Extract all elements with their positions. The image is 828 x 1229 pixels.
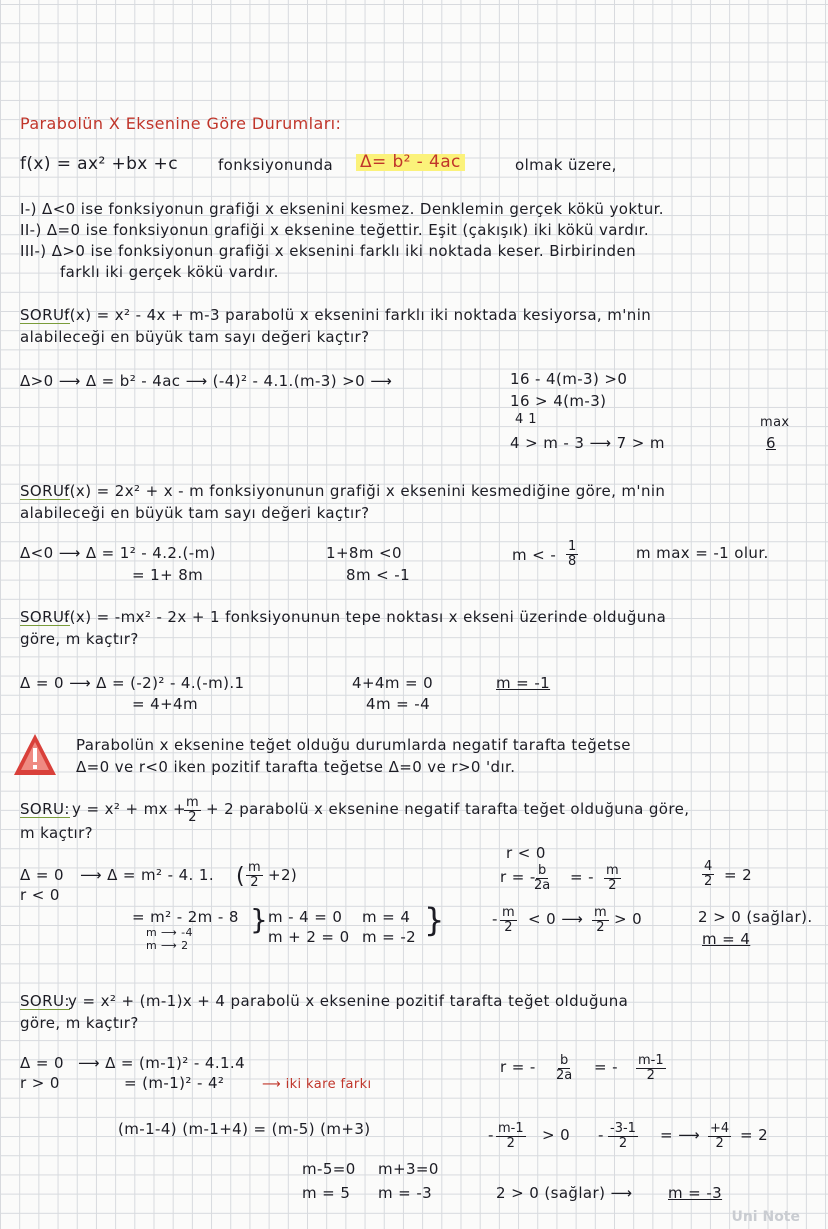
q4-r-frac2-num: m — [606, 863, 619, 878]
case-3-cont: farklı iki gerçek kökü vardır. — [60, 263, 279, 281]
q5-r-frac-den: 2a — [556, 1067, 573, 1083]
q4-step-fraction — [246, 861, 263, 889]
q5-step-5: m+3=0 — [378, 1160, 439, 1178]
q4-label: SORU: — [20, 800, 70, 818]
q4-r-cond: r < 0 — [506, 844, 546, 862]
q5-label: SORU: — [20, 992, 70, 1010]
q4-step-8: m = -2 — [362, 928, 417, 946]
q1-text-1: f(x) = x² - 4x + m-3 parabolü x eksenini farklı iki noktada kesiyorsa, m'nin — [64, 306, 652, 324]
q1-label: SORU: — [20, 306, 70, 324]
q4-ineq-frac-den: 2 — [504, 919, 513, 935]
q5-answer: m = -3 — [668, 1184, 723, 1202]
q3-answer: m = -1 — [496, 674, 551, 692]
q4-step-frac-num: m — [248, 860, 261, 875]
q4-ineq-frac2-num: m — [594, 905, 607, 920]
q5-check-frac2-num: +4 — [710, 1121, 730, 1136]
q4-step-1: ⟶ Δ = m² - 4. 1. — [80, 866, 215, 884]
q5-text-1: y = x² + (m-1)x + 4 parabolü x eksenine pozitif tarafta teğet olduğuna — [68, 992, 629, 1010]
q5-r-frac2-num: m-1 — [638, 1053, 664, 1068]
q3-step-4: 4m = -4 — [366, 695, 431, 713]
q4-paren-open: ( — [236, 864, 245, 889]
q3-text-2: göre, m kaçtır? — [20, 630, 139, 648]
q4-ineq-frac-num: m — [502, 905, 515, 920]
q4-r-frac-num: b — [537, 863, 547, 878]
q4-cond-1: Δ = 0 — [20, 866, 64, 884]
intro-middle: fonksiyonunda — [218, 156, 334, 174]
q2-text-1: f(x) = 2x² + x - m fonksiyonunun grafiği x eksenini kesmediğine göre, m'nin — [64, 482, 666, 500]
q4-ineq-rel-2: > 0 — [614, 910, 643, 928]
q5-r-eq-2: = - — [594, 1058, 618, 1076]
q4-text-1b: + 2 parabolü x eksenine negatif tarafta teğet olduğuna göre, — [206, 800, 690, 818]
q1-step-2: 16 - 4(m-3) >0 — [510, 370, 628, 388]
q3-step-3: 4+4m = 0 — [352, 674, 434, 692]
q5-step-4: m-5=0 — [302, 1160, 356, 1178]
q1-answer: 6 — [766, 434, 776, 452]
q2-step-6: m max = -1 olur. — [636, 544, 769, 562]
q5-check-ok: 2 > 0 (sağlar) ⟶ — [496, 1184, 633, 1202]
q5-r-fraction-2 — [636, 1054, 666, 1082]
q4-check-fraction — [702, 860, 714, 888]
q4-step-5: m - 4 = 0 — [268, 908, 343, 926]
q4-r-frac2-den: 2 — [608, 877, 617, 893]
q4-r-frac-den: 2a — [534, 877, 551, 893]
q5-step-3: (m-1-4) (m-1+4) = (m-5) (m+3) — [118, 1120, 371, 1138]
q1-max-label: max — [760, 415, 790, 430]
q5-check-minus: - — [598, 1126, 604, 1144]
q4-r-fraction — [534, 864, 550, 892]
warning-icon — [12, 732, 58, 778]
q1-step-1: Δ>0 ⟶ Δ = b² - 4ac ⟶ (-4)² - 4.1.(m-3) >0 ⟶ — [20, 372, 393, 390]
q5-text-2: göre, m kaçtır? — [20, 1014, 139, 1032]
q5-check-frac-den: 2 — [618, 1135, 628, 1151]
q5-cond-1: Δ = 0 — [20, 1054, 64, 1072]
q4-ineq-rel: < 0 ⟶ — [528, 910, 584, 928]
q5-r-frac2-den: 2 — [646, 1067, 655, 1083]
q4-title-frac-num: m — [186, 795, 199, 810]
q2-step-2: = 1+ 8m — [132, 566, 204, 584]
q5-r-eq: r = - — [500, 1058, 536, 1076]
q4-ineq-minus: - — [492, 910, 498, 928]
q4-step-1b: +2) — [268, 866, 298, 884]
q4-title-fraction — [184, 796, 201, 824]
q4-ineq-fraction-2 — [592, 906, 609, 934]
q1-step-4: 4 1 — [515, 412, 537, 427]
q2-fraction — [566, 540, 578, 568]
q4-text-1a: y = x² + mx + — [72, 800, 187, 818]
q4-step-6: m + 2 = 0 — [268, 928, 350, 946]
q4-r-fraction-2 — [604, 864, 621, 892]
q2-step-5: m < - — [512, 546, 557, 564]
note-line-1: Parabolün x eksenine teğet olduğu durumlarda negatif tarafta teğetse — [76, 736, 631, 754]
q4-brace-right: } — [424, 901, 445, 939]
q5-ineq-rel: > 0 — [542, 1126, 571, 1144]
q4-cond-2: r < 0 — [20, 886, 60, 904]
q3-text-1: f(x) = -mx² - 2x + 1 fonksiyonunun tepe noktası x ekseni üzerinde olduğuna — [64, 608, 667, 626]
q4-check-eq: = 2 — [724, 866, 753, 884]
q5-check-eq: = 2 — [740, 1126, 769, 1144]
q2-step-1: Δ<0 ⟶ Δ = 1² - 4.2.(-m) — [20, 544, 216, 562]
q2-step-4: 8m < -1 — [346, 566, 411, 584]
intro-formula: f(x) = ax² +bx +c — [20, 154, 178, 174]
q5-step-2-note: ⟶ iki kare farkı — [262, 1077, 372, 1092]
case-3: III-) Δ>0 ise fonksiyonun grafiği x eksenini farklı iki noktada keser. Birbirinden — [20, 242, 637, 260]
case-2: II-) Δ=0 ise fonksiyonun grafiği x eksenine teğettir. Eşit (çakışık) iki kökü vardır. — [20, 221, 650, 239]
q5-check-fraction-2 — [708, 1122, 731, 1150]
q4-ineq-fraction — [500, 906, 517, 934]
q2-frac-num: 1 — [568, 539, 577, 554]
q5-ineq-minus: - — [488, 1126, 494, 1144]
q5-step-7: m = -3 — [378, 1184, 433, 1202]
q5-ineq-frac-num: m-1 — [498, 1121, 524, 1136]
q5-check-fraction — [608, 1122, 638, 1150]
q4-answer: m = 4 — [702, 930, 751, 948]
q3-step-1: Δ = 0 ⟶ Δ = (-2)² - 4.(-m).1 — [20, 674, 245, 692]
q4-check-frac-num: 4 — [704, 859, 713, 874]
q1-step-3: 16 > 4(m-3) — [510, 392, 607, 410]
q3-label: SORU: — [20, 608, 70, 626]
q4-check-ok: 2 > 0 (sağlar). — [698, 908, 813, 926]
q2-step-3: 1+8m <0 — [326, 544, 402, 562]
q4-r-eq-2: = - — [570, 868, 594, 886]
q4-r-eq: r = - — [500, 868, 536, 886]
q4-title-frac-den: 2 — [188, 809, 197, 825]
q4-step-7: m = 4 — [362, 908, 411, 926]
q2-label: SORU: — [20, 482, 70, 500]
q5-r-fraction — [556, 1054, 572, 1082]
q4-step-3: m ⟶ -4 — [146, 926, 193, 939]
q5-cond-2: r > 0 — [20, 1074, 60, 1092]
q5-step-2: = (m-1)² - 4² — [124, 1074, 225, 1092]
intro-end: olmak üzere, — [515, 156, 617, 174]
q1-text-2: alabileceği en büyük tam sayı değeri kaçtır? — [20, 328, 370, 346]
note-line-2: Δ=0 ve r<0 iken pozitif tarafta teğetse Δ=0 ve r>0 'dır. — [76, 758, 516, 776]
q5-check-frac2-den: 2 — [715, 1135, 724, 1151]
case-1: I-) Δ<0 ise fonksiyonun grafiği x eksenini kesmez. Denklemin gerçek kökü yoktur. — [20, 200, 664, 218]
q4-step-4: m ⟶ 2 — [146, 939, 189, 952]
page-title: Parabolün X Eksenine Göre Durumları: — [20, 114, 342, 133]
q5-step-1: ⟶ Δ = (m-1)² - 4.1.4 — [78, 1054, 246, 1072]
q4-step-frac-den: 2 — [250, 874, 259, 890]
q5-ineq-frac-den: 2 — [506, 1135, 515, 1151]
q4-ineq-frac2-den: 2 — [596, 919, 605, 935]
q4-step-2: = m² - 2m - 8 — [132, 908, 239, 926]
q2-frac-den: 8 — [568, 553, 577, 569]
q1-step-5: 4 > m - 3 ⟶ 7 > m — [510, 434, 665, 452]
intro-delta: Δ= b² - 4ac — [356, 154, 465, 171]
q5-check-frac-num: -3-1 — [610, 1121, 636, 1136]
q2-text-2: alabileceği en büyük tam sayı değeri kaçtır? — [20, 504, 370, 522]
q3-step-2: = 4+4m — [132, 695, 199, 713]
q5-step-6: m = 5 — [302, 1184, 351, 1202]
q4-text-2: m kaçtır? — [20, 824, 94, 842]
watermark-logo: Uni Note — [731, 1209, 800, 1225]
q5-check-arrow: = ⟶ — [660, 1126, 701, 1144]
q4-brace-left: } — [250, 903, 269, 936]
q5-ineq-fraction — [496, 1122, 526, 1150]
q5-r-frac-num: b — [559, 1053, 569, 1068]
q4-check-frac-den: 2 — [704, 873, 713, 889]
